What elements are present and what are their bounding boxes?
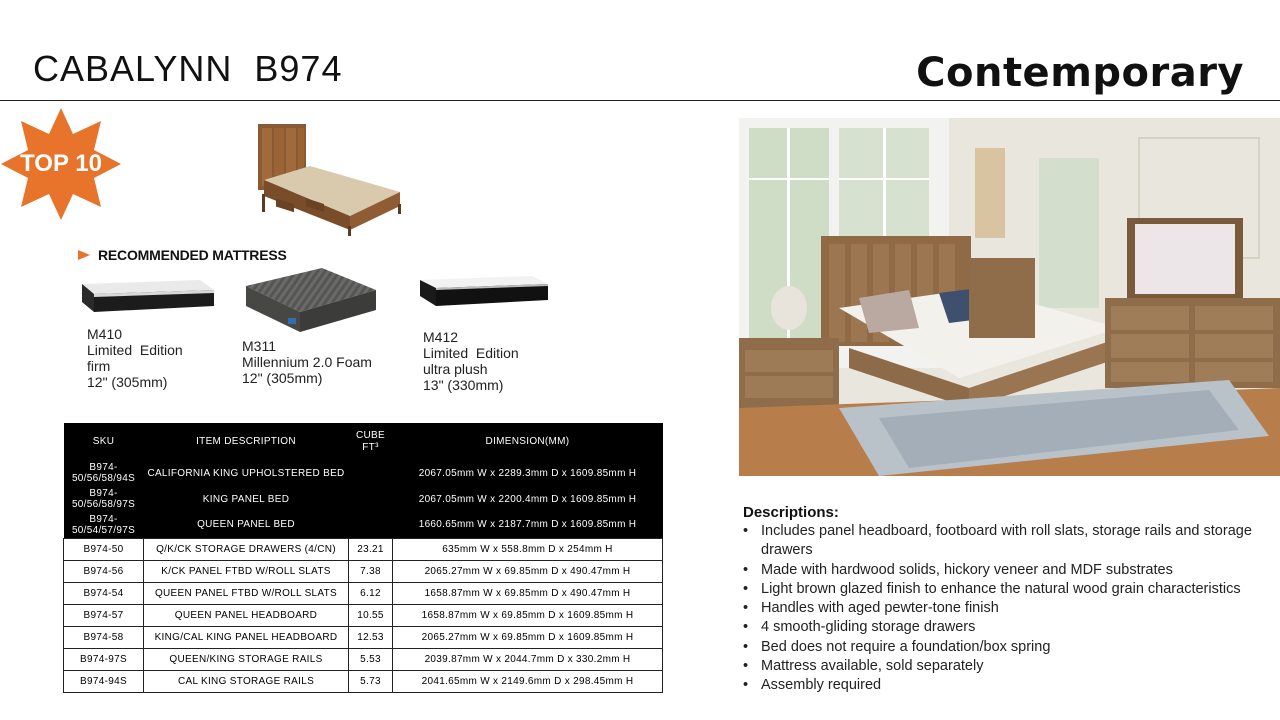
table-row: [64, 538, 663, 560]
dimension-cell: 2067.05mm W x 2289.3mm D x 1609.85mm H: [393, 460, 663, 486]
description-item: • Handles with aged pewter-tone finish: [743, 599, 1280, 618]
table-row: [64, 670, 663, 692]
cube-cell: 6.12: [349, 582, 393, 604]
dimension-cell: 1660.65mm W x 2187.7mm D x 1609.85mm H: [393, 512, 663, 538]
column-header: SKU: [64, 423, 144, 460]
description-item: • Bed does not require a foundation/box spring: [743, 638, 1280, 657]
description-cell: QUEEN PANEL BED: [144, 512, 349, 538]
spec-table: [63, 423, 663, 693]
table-row: [64, 486, 663, 512]
dimension-cell: 1658.87mm W x 69.85mm D x 1609.85mm H: [393, 604, 663, 626]
sku-cell: B974-50: [64, 538, 144, 560]
description-item: • Made with hardwood solids, hickory veneer and MDF substrates: [743, 561, 1280, 580]
sku-cell: B974-97S: [64, 648, 144, 670]
description-cell: CAL KING STORAGE RAILS: [144, 670, 349, 692]
arrow-right-icon: [78, 250, 90, 260]
sku-cell: B974-50/56/58/97S: [64, 486, 144, 512]
mattress-m410-info: [87, 326, 183, 390]
table-row: [64, 582, 663, 604]
cube-cell: 5.73: [349, 670, 393, 692]
table-row: [64, 626, 663, 648]
mattress-size: 13" (330mm): [423, 377, 504, 393]
dimension-cell: 635mm W x 558.8mm D x 254mm H: [393, 538, 663, 560]
sku-cell: B974-94S: [64, 670, 144, 692]
sku-cell: B974-54: [64, 582, 144, 604]
bedroom-room-photo: [739, 118, 1280, 476]
table-header-row: [64, 423, 663, 460]
mattress-size: 12" (305mm): [87, 374, 168, 390]
sku-cell: B974-50/56/58/94S: [64, 460, 144, 486]
mattress-model: M410: [87, 326, 123, 342]
sku-cell: B974-58: [64, 626, 144, 648]
mattress-line: Limited Edition: [423, 345, 519, 361]
cube-cell: 5.53: [349, 648, 393, 670]
mattress-m311-info: [242, 338, 372, 386]
mattress-m412-info: [423, 329, 519, 393]
description-item: • Assembly required: [743, 676, 1280, 695]
column-header: DIMENSION(MM): [393, 423, 663, 460]
cube-cell: 23.21: [349, 538, 393, 560]
sku-cell: B974-57: [64, 604, 144, 626]
description-item: • Light brown glazed finish to enhance the natural wood grain characteristics: [743, 580, 1280, 599]
cube-cell: [349, 512, 393, 538]
descriptions-heading: Descriptions:: [743, 504, 839, 521]
mattress-model: M311: [242, 338, 276, 354]
table-row: [64, 460, 663, 486]
description-item: • Includes panel headboard, footboard with roll slats, storage rails and storage drawers: [743, 522, 1280, 561]
description-cell: KING PANEL BED: [144, 486, 349, 512]
descriptions-section: [743, 504, 1280, 696]
dimension-cell: 2039.87mm W x 2044.7mm D x 330.2mm H: [393, 648, 663, 670]
column-header: CUBE FT³: [349, 423, 393, 460]
table-row: [64, 560, 663, 582]
mattress-m311-image: [244, 264, 378, 340]
description-cell: K/CK PANEL FTBD W/ROLL SLATS: [144, 560, 349, 582]
description-item: • Mattress available, sold separately: [743, 657, 1280, 676]
cube-cell: [349, 460, 393, 486]
cube-cell: 12.53: [349, 626, 393, 648]
mattress-m410-image: [78, 276, 218, 316]
cube-cell: [349, 486, 393, 512]
mattress-line: ultra plush: [423, 361, 488, 377]
cube-cell: 7.38: [349, 560, 393, 582]
cube-cell: 10.55: [349, 604, 393, 626]
dimension-cell: 1658.87mm W x 69.85mm D x 490.47mm H: [393, 582, 663, 604]
dimension-cell: 2065.27mm W x 69.85mm D x 490.47mm H: [393, 560, 663, 582]
table-row: [64, 648, 663, 670]
description-cell: CALIFORNIA KING UPHOLSTERED BED: [144, 460, 349, 486]
product-title: CABALYNN B974: [33, 48, 343, 89]
description-item: • 4 smooth-gliding storage drawers: [743, 618, 1280, 637]
dimension-cell: 2065.27mm W x 69.85mm D x 1609.85mm H: [393, 626, 663, 648]
header-divider: [0, 100, 1280, 101]
sku-cell: B974-56: [64, 560, 144, 582]
mattress-size: 12" (305mm): [242, 370, 323, 386]
mattress-line: Limited Edition: [87, 342, 183, 358]
top-10-badge-label: TOP 10: [20, 150, 102, 177]
description-cell: Q/K/CK STORAGE DRAWERS (4/CN): [144, 538, 349, 560]
description-cell: KING/CAL KING PANEL HEADBOARD: [144, 626, 349, 648]
bed-thumbnail-image: [250, 118, 410, 238]
mattress-line: Millennium 2.0 Foam: [242, 354, 372, 370]
mattress-model: M412: [423, 329, 459, 345]
sku-cell: B974-50/54/57/97S: [64, 512, 144, 538]
dimension-cell: 2067.05mm W x 2200.4mm D x 1609.85mm H: [393, 486, 663, 512]
recommended-mattress-heading: [78, 247, 287, 263]
description-cell: QUEEN/KING STORAGE RAILS: [144, 648, 349, 670]
column-header: ITEM DESCRIPTION: [144, 423, 349, 460]
dimension-cell: 2041.65mm W x 2149.6mm D x 298.45mm H: [393, 670, 663, 692]
description-cell: QUEEN PANEL FTBD W/ROLL SLATS: [144, 582, 349, 604]
table-row: [64, 604, 663, 626]
table-row: [64, 512, 663, 538]
description-cell: QUEEN PANEL HEADBOARD: [144, 604, 349, 626]
style-label: Contemporary: [916, 50, 1244, 96]
mattress-line: firm: [87, 358, 111, 374]
descriptions-list: [743, 522, 1280, 696]
recommended-mattress-label: RECOMMENDED MATTRESS: [98, 247, 287, 263]
mattress-m412-image: [418, 272, 550, 310]
